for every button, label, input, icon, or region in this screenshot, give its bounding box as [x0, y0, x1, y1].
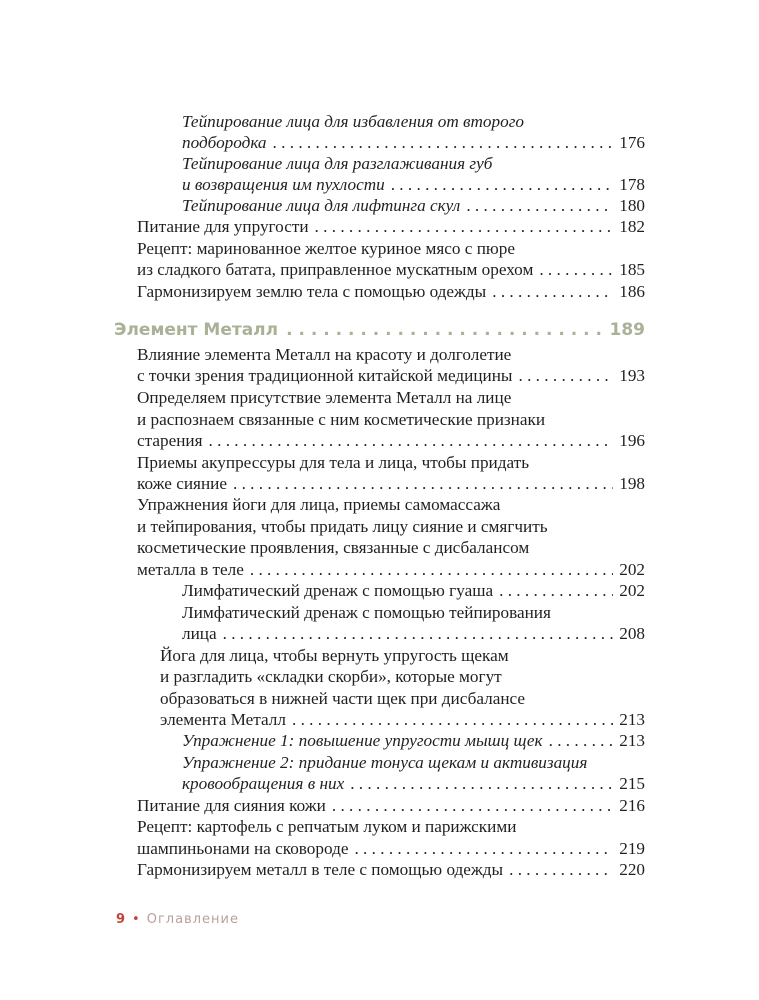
dot-leader	[549, 730, 614, 752]
toc-page-number: 213	[619, 731, 645, 750]
toc-entry[interactable]	[160, 709, 645, 731]
toc-entry-title: Влияние элемента Металл на красоту и долголетие	[137, 345, 512, 364]
toc-entry-title: и тейпирования, чтобы придать лицу сияние и смягчить	[137, 517, 548, 536]
toc-page-number: 202	[619, 581, 645, 600]
toc-page-number: 193	[619, 366, 645, 385]
toc-page-number: 216	[619, 796, 645, 815]
toc-entry-title: из сладкого батата, приправленное мускатным орехом	[137, 260, 534, 279]
toc-page-number: 196	[619, 431, 645, 450]
toc-page-number: 186	[619, 282, 645, 301]
dot-leader	[332, 795, 613, 817]
toc-entry-title: лица	[182, 624, 217, 643]
toc-entry[interactable]	[137, 494, 645, 516]
toc-entry[interactable]	[137, 473, 645, 495]
toc-page-number: 198	[619, 474, 645, 493]
toc-entry[interactable]	[182, 580, 645, 602]
toc-page-number: 182	[619, 217, 645, 236]
toc-entry[interactable]	[182, 153, 645, 175]
toc-entry[interactable]	[137, 838, 645, 860]
toc-entry[interactable]	[137, 365, 645, 387]
toc-entry-title: кровообращения в них	[182, 774, 345, 793]
toc-page-number: 178	[619, 175, 645, 194]
toc-entry[interactable]	[160, 645, 645, 667]
toc-page-number: 215	[619, 774, 645, 793]
toc-entry[interactable]	[182, 623, 645, 645]
dot-leader	[292, 709, 613, 731]
toc-entry-title: старения	[137, 431, 203, 450]
dot-leader	[499, 580, 613, 602]
toc-entry[interactable]	[137, 259, 645, 281]
toc-entry-title: коже сияние	[137, 474, 227, 493]
toc-entry-title: Гармонизируем металл в теле с помощью одежды	[137, 860, 504, 879]
toc-entry-title: Тейпирование лица для избавления от второго	[182, 112, 524, 131]
toc-entry-title: Гармонизируем землю тела с помощью одежды	[137, 282, 487, 301]
dot-leader	[391, 174, 614, 196]
dot-leader	[466, 195, 613, 217]
toc-entry-title: Рецепт: картофель с репчатым луком и парижскими	[137, 817, 517, 836]
toc-entry[interactable]	[182, 111, 645, 133]
dot-leader	[273, 132, 614, 154]
chapter-heading[interactable]	[114, 318, 645, 342]
toc-entry[interactable]	[137, 516, 645, 538]
toc-entry-title: Питание для сияния кожи	[137, 796, 326, 815]
toc-entry[interactable]	[182, 752, 645, 774]
toc-entry-title: металла в теле	[137, 560, 244, 579]
toc-entry[interactable]	[137, 795, 645, 817]
footer-separator: •	[132, 912, 141, 927]
toc-entry-title: Упражнение 2: придание тонуса щекам и активизация	[182, 753, 588, 772]
toc-entry[interactable]	[137, 816, 645, 838]
toc-entry-title: с точки зрения традиционной китайской медицины	[137, 366, 513, 385]
toc-entry-title: образоваться в нижней части щек при дисбалансе	[160, 689, 525, 708]
toc-entry-title: элемента Металл	[160, 710, 286, 729]
toc-entry-title: Определяем присутствие элемента Металл на лице	[137, 388, 512, 407]
toc-page-number: 202	[619, 560, 645, 579]
toc-entry[interactable]	[182, 132, 645, 154]
footer-page-number: 9	[116, 912, 127, 927]
toc-entry[interactable]	[182, 602, 645, 624]
toc-entry[interactable]	[137, 216, 645, 238]
toc-entry[interactable]	[137, 559, 645, 581]
toc-entry[interactable]	[137, 452, 645, 474]
chapter-title: Элемент Металл	[114, 320, 279, 340]
dot-leader	[250, 559, 613, 581]
toc-entry[interactable]	[137, 537, 645, 559]
dot-leader	[233, 473, 613, 495]
toc-entry-title: и разгладить «складки скорби», которые могут	[160, 667, 502, 686]
page-footer	[116, 912, 239, 927]
toc-page-number: 208	[619, 624, 645, 643]
toc-entry[interactable]	[182, 195, 645, 217]
toc-page-number: 176	[619, 133, 645, 152]
toc-entry-title: Упражнение 1: повышение упругости мышц щек	[182, 731, 543, 750]
toc-entry[interactable]	[182, 174, 645, 196]
toc-entry-title: Тейпирование лица для лифтинга скул	[182, 196, 461, 215]
toc-entry-title: Лимфатический дренаж с помощью тейпирования	[182, 603, 551, 622]
toc-entry-title: Приемы акупрессуры для тела и лица, чтобы придать	[137, 453, 530, 472]
toc-page-number: 180	[619, 196, 645, 215]
dot-leader	[286, 318, 601, 342]
toc-entry-title: подбородка	[182, 133, 267, 152]
toc-entry-title: Тейпирование лица для разглаживания губ	[182, 154, 493, 173]
toc-entry[interactable]	[137, 344, 645, 366]
toc-page-number: 219	[619, 839, 645, 858]
dot-leader	[492, 281, 613, 303]
footer-section-label: Оглавление	[146, 912, 239, 927]
toc-page-number: 213	[619, 710, 645, 729]
toc-entry-title: и распознаем связанные с ним косметические признаки	[137, 410, 546, 429]
toc-entry-title: Упражнения йоги для лица, приемы самомассажа	[137, 495, 501, 514]
toc-entry-title: Йога для лица, чтобы вернуть упругость щекам	[160, 646, 509, 665]
dot-leader	[223, 623, 614, 645]
toc-entry[interactable]	[137, 281, 645, 303]
toc-entry[interactable]	[137, 238, 645, 260]
dot-leader	[209, 430, 614, 452]
toc-entry-title: и возвращения им пухлости	[182, 175, 385, 194]
toc-page-number: 185	[619, 260, 645, 279]
toc-entry-title: косметические проявления, связанные с дисбалансом	[137, 538, 530, 557]
toc-entry-title: Питание для упругости	[137, 217, 309, 236]
toc-entry-title: шампиньонами на сковороде	[137, 839, 349, 858]
toc-page-number: 220	[619, 860, 645, 879]
dot-leader	[539, 259, 613, 281]
toc-entry-title: Рецепт: маринованное желтое куриное мясо с пюре	[137, 239, 515, 258]
toc-entry[interactable]	[182, 773, 645, 795]
toc-entry[interactable]	[182, 730, 645, 752]
toc-entry[interactable]	[160, 688, 645, 710]
dot-leader	[518, 365, 613, 387]
dot-leader	[350, 773, 613, 795]
toc-entry[interactable]	[137, 430, 645, 452]
chapter-page-number: 189	[609, 320, 645, 340]
toc-entry[interactable]	[137, 859, 645, 881]
toc-entry[interactable]	[160, 666, 645, 688]
toc-entry[interactable]	[137, 387, 645, 409]
toc-entry[interactable]	[137, 409, 645, 431]
dot-leader	[354, 838, 613, 860]
toc-entry-title: Лимфатический дренаж с помощью гуаша	[182, 581, 494, 600]
dot-leader	[509, 859, 613, 881]
dot-leader	[315, 216, 614, 238]
